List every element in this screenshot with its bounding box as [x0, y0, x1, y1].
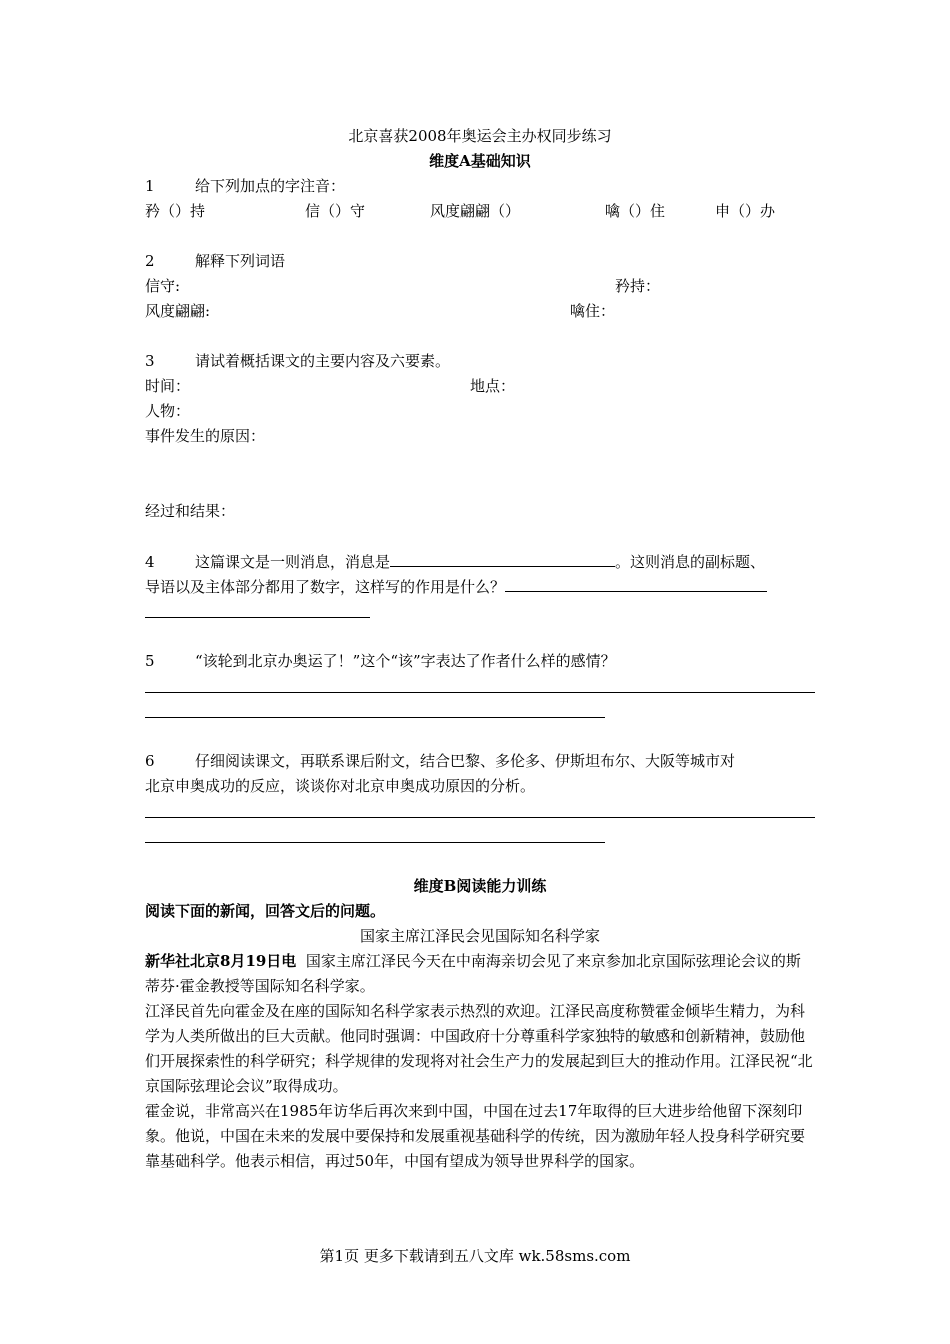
question-6	[145, 749, 815, 774]
question-text: 仔细阅读课文，再联系课后附文，结合巴黎、多伦多、伊斯坦布尔、大阪等城市对	[195, 752, 736, 770]
q3-place-label: 地点：	[470, 377, 516, 395]
question-text: 。这则消息的副标题、	[615, 553, 766, 571]
question-text: 导语以及主体部分都用了数字，这样写的作用是什么？	[145, 578, 506, 596]
answer-line	[145, 699, 815, 724]
page-footer: 第1页 更多下载请到五八文库 wk.58sms.com	[319, 1247, 631, 1265]
question-text: 这篇课文是一则消息，消息是	[195, 553, 391, 571]
question-number: 6	[145, 752, 155, 770]
question-5	[145, 649, 815, 674]
q3-time-label: 时间：	[145, 377, 191, 395]
news-paragraph: 霍金说，非常高兴在1985年访华后再次来到中国，中国在过去17年取得的巨大进步给他留下深刻印象。他说，中国在未来的发展中要保持和发展重视基础科学的传统，因为激励年轻人投身科学研究要靠基础科学。他表示相信，再过50年，中国有望成为领导世界科学的国家。	[145, 1102, 806, 1170]
question-prompt: 解释下列词语	[195, 252, 286, 270]
q2-term: 矜持：	[615, 277, 661, 295]
news-dateline: 新华社北京8月19日电	[145, 952, 297, 970]
answer-line	[145, 599, 815, 624]
answer-blank	[390, 549, 615, 567]
answer-line	[145, 799, 815, 824]
q1-item: 矜（）持	[145, 202, 206, 220]
q3-cause-label: 事件发生的原因：	[145, 427, 266, 445]
answer-line	[145, 674, 815, 699]
question-3	[145, 349, 815, 374]
q2-row	[145, 299, 815, 324]
question-number: 5	[145, 652, 155, 670]
q1-item: 风度翩翩（）	[430, 202, 521, 220]
question-prompt: 请试着概括课文的主要内容及六要素。	[195, 352, 451, 370]
question-number: 3	[145, 352, 155, 370]
reading-instruction: 阅读下面的新闻，回答文后的问题。	[145, 902, 386, 920]
question-prompt: 给下列加点的字注音：	[195, 177, 346, 195]
q1-items	[145, 199, 815, 224]
answer-line	[145, 824, 815, 849]
q3-row	[145, 374, 815, 399]
question-text: “该轮到北京办奥运了！”这个“该”字表达了作者什么样的感情？	[195, 652, 616, 670]
q3-process-label: 经过和结果：	[145, 502, 236, 520]
question-1	[145, 174, 815, 199]
answer-blank	[505, 574, 767, 592]
question-2	[145, 249, 815, 274]
news-lead-paragraph	[145, 949, 815, 999]
q1-item: 噙（）住	[605, 202, 666, 220]
document-title: 北京喜获2008年奥运会主办权同步练习	[348, 127, 612, 145]
q2-row	[145, 274, 815, 299]
question-number: 2	[145, 252, 155, 270]
question-number: 4	[145, 553, 155, 571]
question-4	[145, 549, 815, 574]
q1-item: 信（）守	[305, 202, 366, 220]
news-paragraph: 江泽民首先向霍金及在座的国际知名科学家表示热烈的欢迎。江泽民高度称赞霍金倾毕生精力，为科学为人类所做出的巨大贡献。他同时强调：中国政府十分尊重科学家独特的敏感和创新精神，鼓励他们开展探索性的科学研究；科学规律的发现将对社会生产力的发展起到巨大的推动作用。江泽民祝“北京国际弦理论会议”取得成功。	[145, 1002, 813, 1095]
question-number: 1	[145, 177, 155, 195]
q2-term: 噙住：	[570, 302, 616, 320]
q1-item: 申（）办	[715, 202, 776, 220]
q3-people-label: 人物：	[145, 402, 191, 420]
news-lead: 国家主席江泽民今天在中南海亲切会见了来京参加北京国际弦理论会议的斯蒂芬·霍金教授等国际知名科学家。	[145, 952, 801, 995]
question-6-cont: 北京申奥成功的反应，谈谈你对北京申奥成功原因的分析。	[145, 777, 536, 795]
q2-term: 风度翩翩:	[145, 302, 211, 320]
section-b-heading: 维度B阅读能力训练	[413, 877, 547, 895]
news-headline: 国家主席江泽民会见国际知名科学家	[359, 927, 600, 945]
section-a-heading: 维度A基础知识	[429, 152, 531, 170]
document-body	[145, 124, 815, 1174]
q2-term: 信守:	[145, 277, 181, 295]
question-4-cont	[145, 574, 815, 599]
